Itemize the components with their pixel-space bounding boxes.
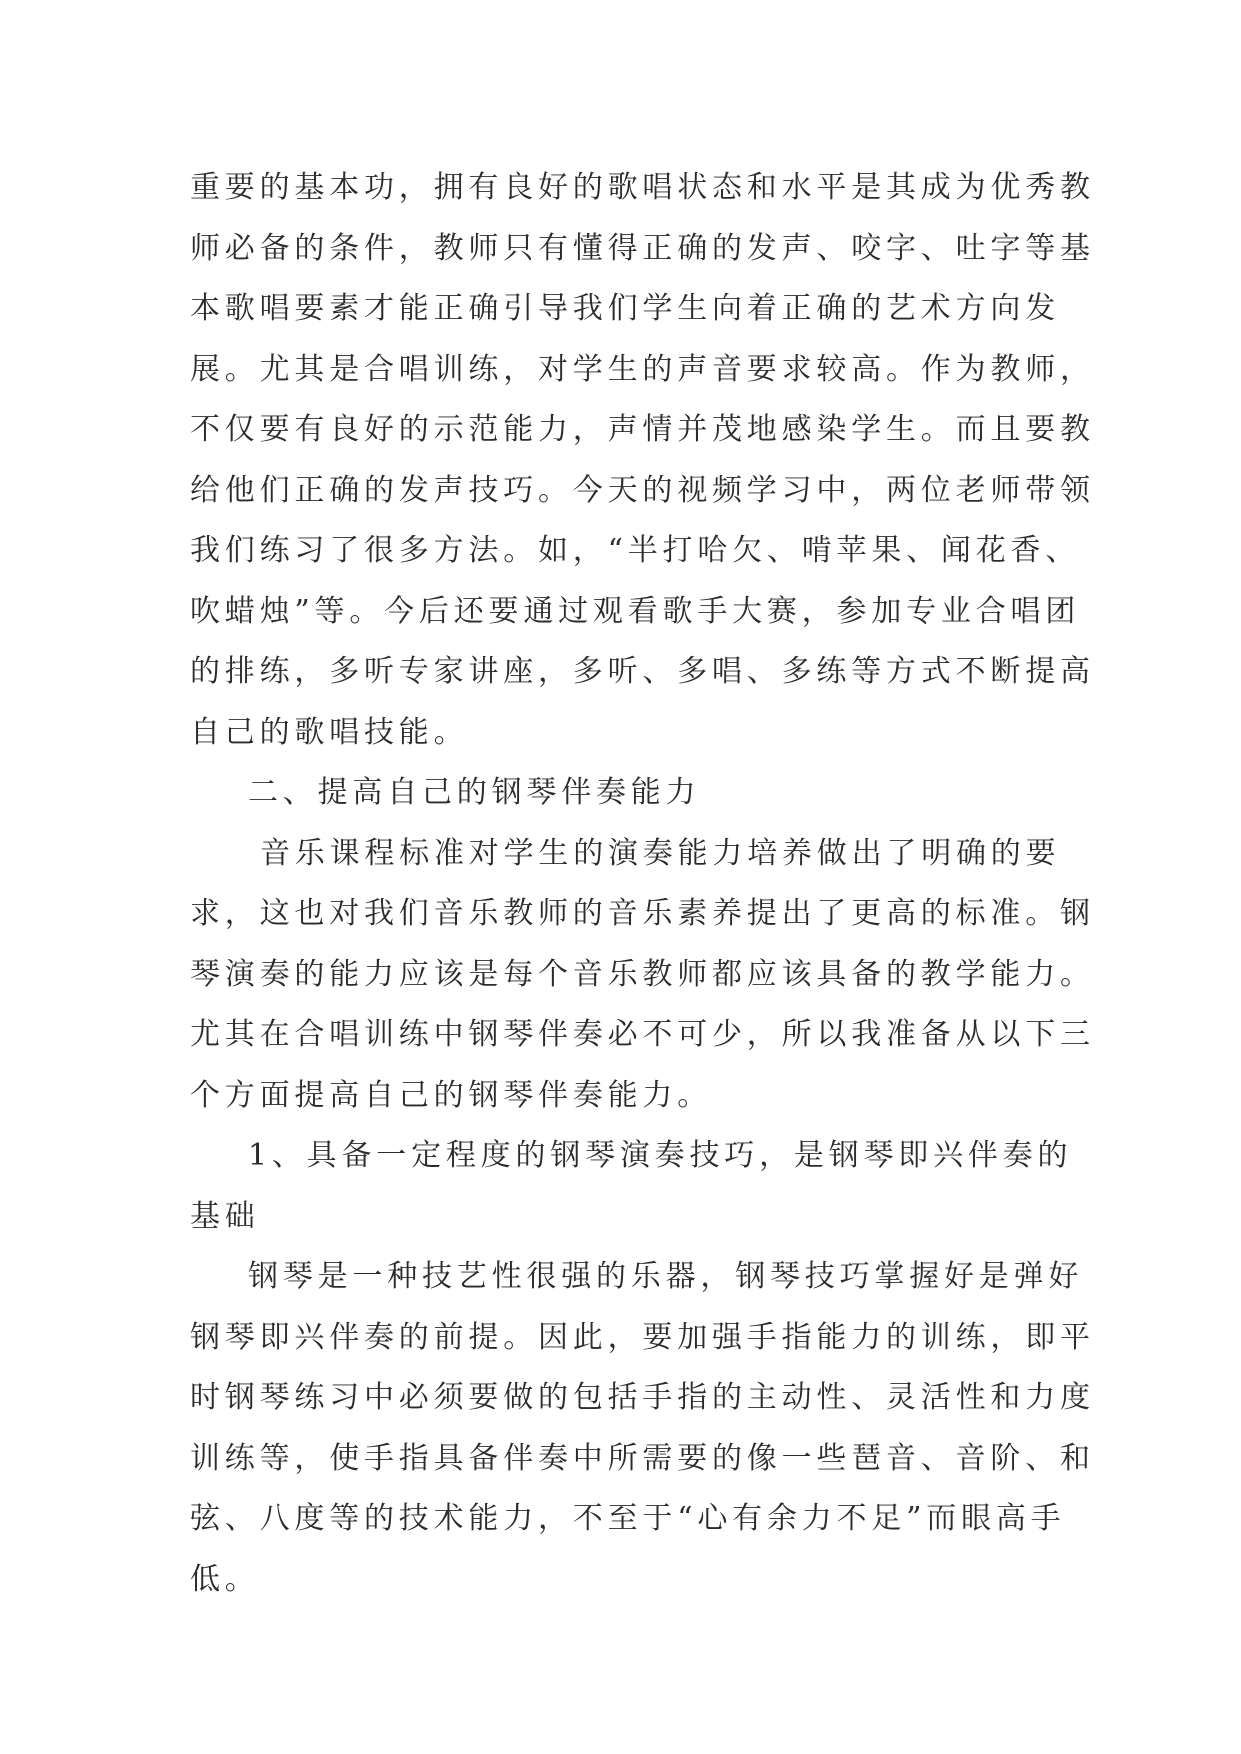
section-heading-piano <box>190 763 1060 824</box>
document-body <box>190 158 1095 1610</box>
text-line: 弦、八度等的技术能力，不至于“心有余力不足”而眼高手 <box>190 1501 1066 1536</box>
text-line: 师必备的条件，教师只有懂得正确的发声、咬字、吐字等基 <box>190 230 1095 266</box>
paragraph-singing-skills <box>190 158 1095 763</box>
text-line: 钢琴即兴伴奏的前提。因此，要加强手指能力的训练，即平 <box>190 1319 1095 1355</box>
text-line: 低。 <box>190 1561 260 1597</box>
text-line: 个方面提高自己的钢琴伴奏能力。 <box>190 1077 712 1113</box>
subheading-line: 1、具备一定程度的钢琴演奏技巧，是钢琴即兴伴奏的 <box>248 1138 1073 1173</box>
text-line: 吹蜡烛”等。今后还要通过观看歌手大赛，参加专业合唱团 <box>190 593 1081 629</box>
text-line: 我们练习了很多方法。如，“半打哈欠、啃苹果、闻花香、 <box>190 533 1081 568</box>
text-line: 的排练，多听专家讲座，多听、多唱、多练等方式不断提高 <box>190 654 1095 689</box>
text-line: 给他们正确的发声技巧。今天的视频学习中，两位老师带领 <box>190 472 1095 508</box>
text-line: 时钢琴练习中必须要做的包括手指的主动性、灵活性和力度 <box>190 1380 1095 1415</box>
text-line: 自己的歌唱技能。 <box>190 714 469 750</box>
paragraph-piano-standard <box>190 824 1095 1127</box>
text-line: 重要的基本功，拥有良好的歌唱状态和水平是其成为优秀教 <box>190 170 1095 205</box>
heading-line: 二、提高自己的钢琴伴奏能力 <box>248 775 701 810</box>
subheading-line: 基础 <box>190 1198 260 1234</box>
text-line: 钢琴是一种技艺性很强的乐器，钢琴技巧掌握好是弹好 <box>248 1259 1084 1294</box>
text-line: 音乐课程标准对学生的演奏能力培养做出了明确的要 <box>260 835 1061 871</box>
text-line: 求，这也对我们音乐教师的音乐素养提出了更高的标准。钢 <box>190 896 1095 931</box>
text-line: 训练等，使手指具备伴奏中所需要的像一些琶音、音阶、和 <box>190 1440 1095 1476</box>
subheading-piano-technique <box>190 1126 1073 1247</box>
text-line: 不仅要有良好的示范能力，声情并茂地感染学生。而且要教 <box>190 412 1095 447</box>
text-line: 展。尤其是合唱训练，对学生的声音要求较高。作为教师， <box>190 351 1095 387</box>
text-line: 琴演奏的能力应该是每个音乐教师都应该具备的教学能力。 <box>190 956 1095 992</box>
paragraph-finger-training <box>190 1247 1095 1610</box>
text-line: 尤其在合唱训练中钢琴伴奏必不可少，所以我准备从以下三 <box>190 1017 1095 1052</box>
text-line: 本歌唱要素才能正确引导我们学生向着正确的艺术方向发 <box>190 291 1060 326</box>
